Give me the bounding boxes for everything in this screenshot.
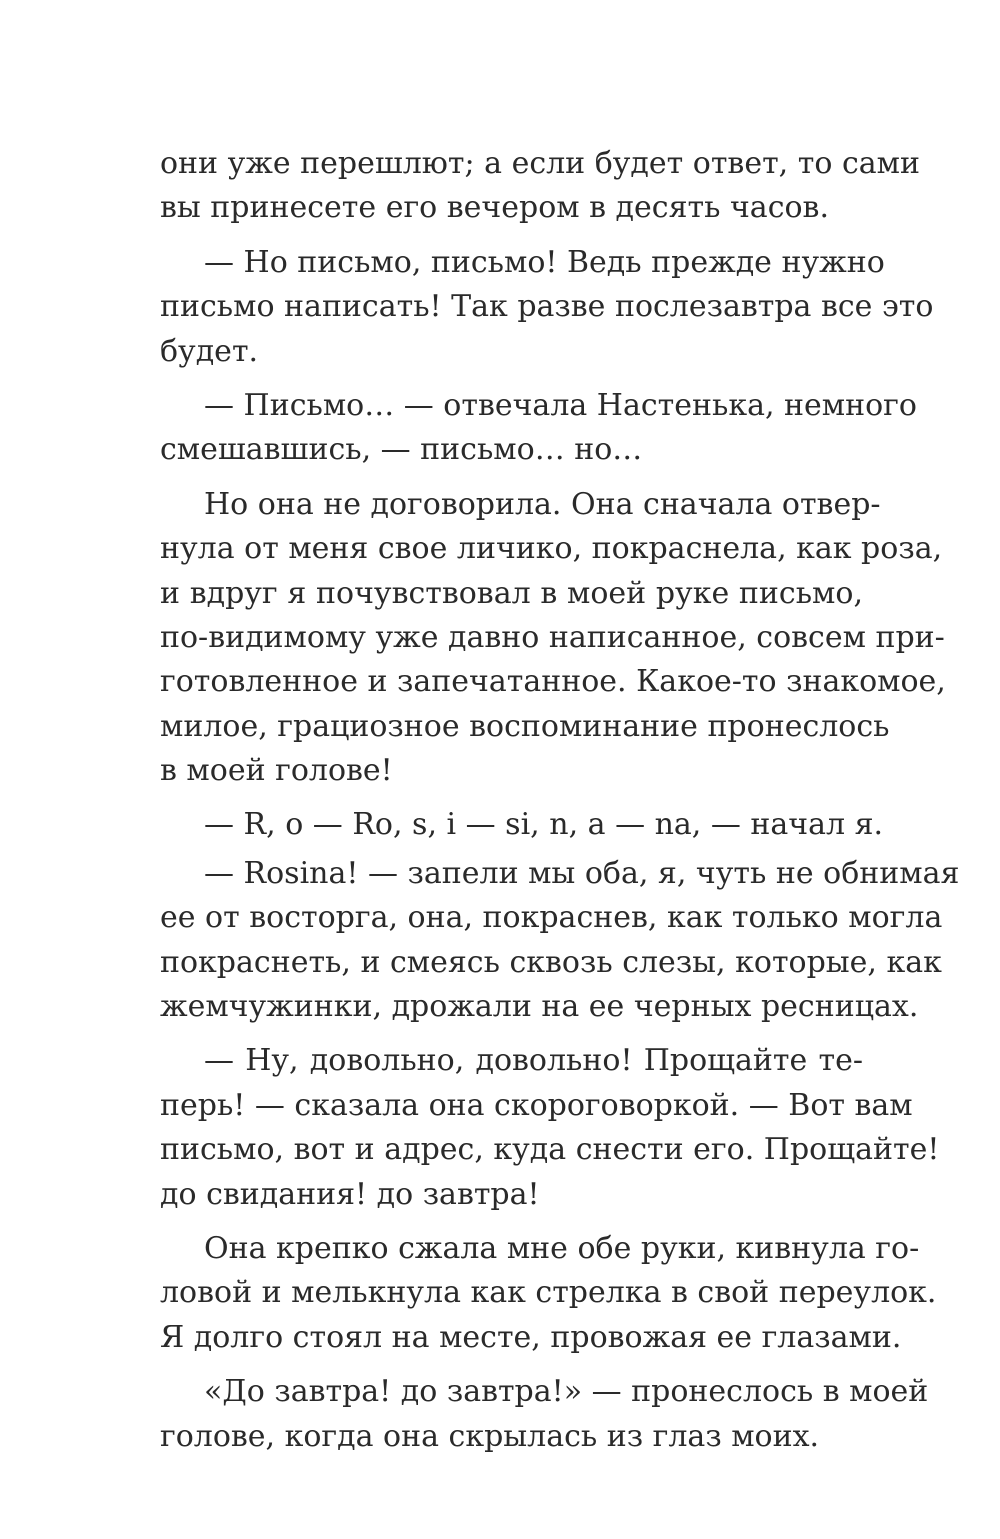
text-line: вы принесете его вечером в десять часов. (160, 190, 829, 226)
paragraph (160, 241, 934, 374)
text-line: жемчужинки, дрожали на ее черных ресницах. (160, 989, 919, 1025)
paragraph (160, 483, 946, 794)
text-line: до свидания! до завтра! (160, 1176, 540, 1212)
text-line: в моей голове! (160, 753, 393, 789)
text-line: — Письмо… — отвечала Настенька, немного (204, 387, 917, 423)
text-line: письмо написать! Так разве послезавтра все это (160, 289, 934, 325)
text-line: письмо, вот и адрес, куда снести его. Прощайте! (160, 1132, 940, 1168)
text-line: ловой и мелькнула как стрелка в свой переулок. (160, 1275, 937, 1311)
text-line: милое, грациозное воспоминание пронеслось (160, 708, 890, 744)
text-line: — Ну, довольно, довольно! Прощайте те- (204, 1043, 863, 1079)
paragraph (160, 1039, 940, 1217)
paragraph (160, 852, 960, 1030)
text-line: перь! — сказала она скороговоркой. — Вот вам (160, 1087, 913, 1123)
paragraph (160, 142, 920, 231)
text-line: они уже перешлют; а если будет ответ, то сами (160, 146, 920, 181)
paragraph (160, 384, 917, 473)
text-line: покраснеть, и смеясь сквозь слезы, которые, как (160, 944, 942, 980)
text-line: — Rosina! — запели мы оба, я, чуть не обнимая (204, 855, 960, 891)
text-line: голове, когда она скрылась из глаз моих. (160, 1418, 820, 1454)
text-line: по-видимому уже давно написанное, совсем при- (160, 619, 945, 655)
paragraph (160, 803, 884, 847)
book-page-text (160, 142, 960, 1469)
text-line: — Но письмо, письмо! Ведь прежде нужно (204, 244, 885, 280)
text-line: и вдруг я почувствовал в моей руке письмо, (160, 575, 863, 611)
text-line: «До завтра! до завтра!» — пронеслось в моей (204, 1374, 929, 1410)
text-line: Но она не договорила. Она сначала отвер- (204, 486, 881, 522)
text-line: будет. (160, 333, 259, 369)
text-line: ее от восторга, она, покраснев, как только могла (160, 900, 943, 936)
text-line: готовленное и запечатанное. Какое-то знакомое, (160, 664, 946, 700)
paragraph (160, 1227, 937, 1360)
text-line: Она крепко сжала мне обе руки, кивнула го- (204, 1230, 920, 1266)
text-line: нула от меня свое личико, покраснела, как роза, (160, 531, 943, 567)
paragraph (160, 1370, 929, 1459)
text-line: — R, o — Ro, s, i — si, n, a — na, — начал я. (204, 807, 884, 843)
text-line: Я долго стоял на месте, провожая ее глазами. (160, 1319, 902, 1355)
text-line: смешавшись, — письмо… но… (160, 432, 643, 468)
